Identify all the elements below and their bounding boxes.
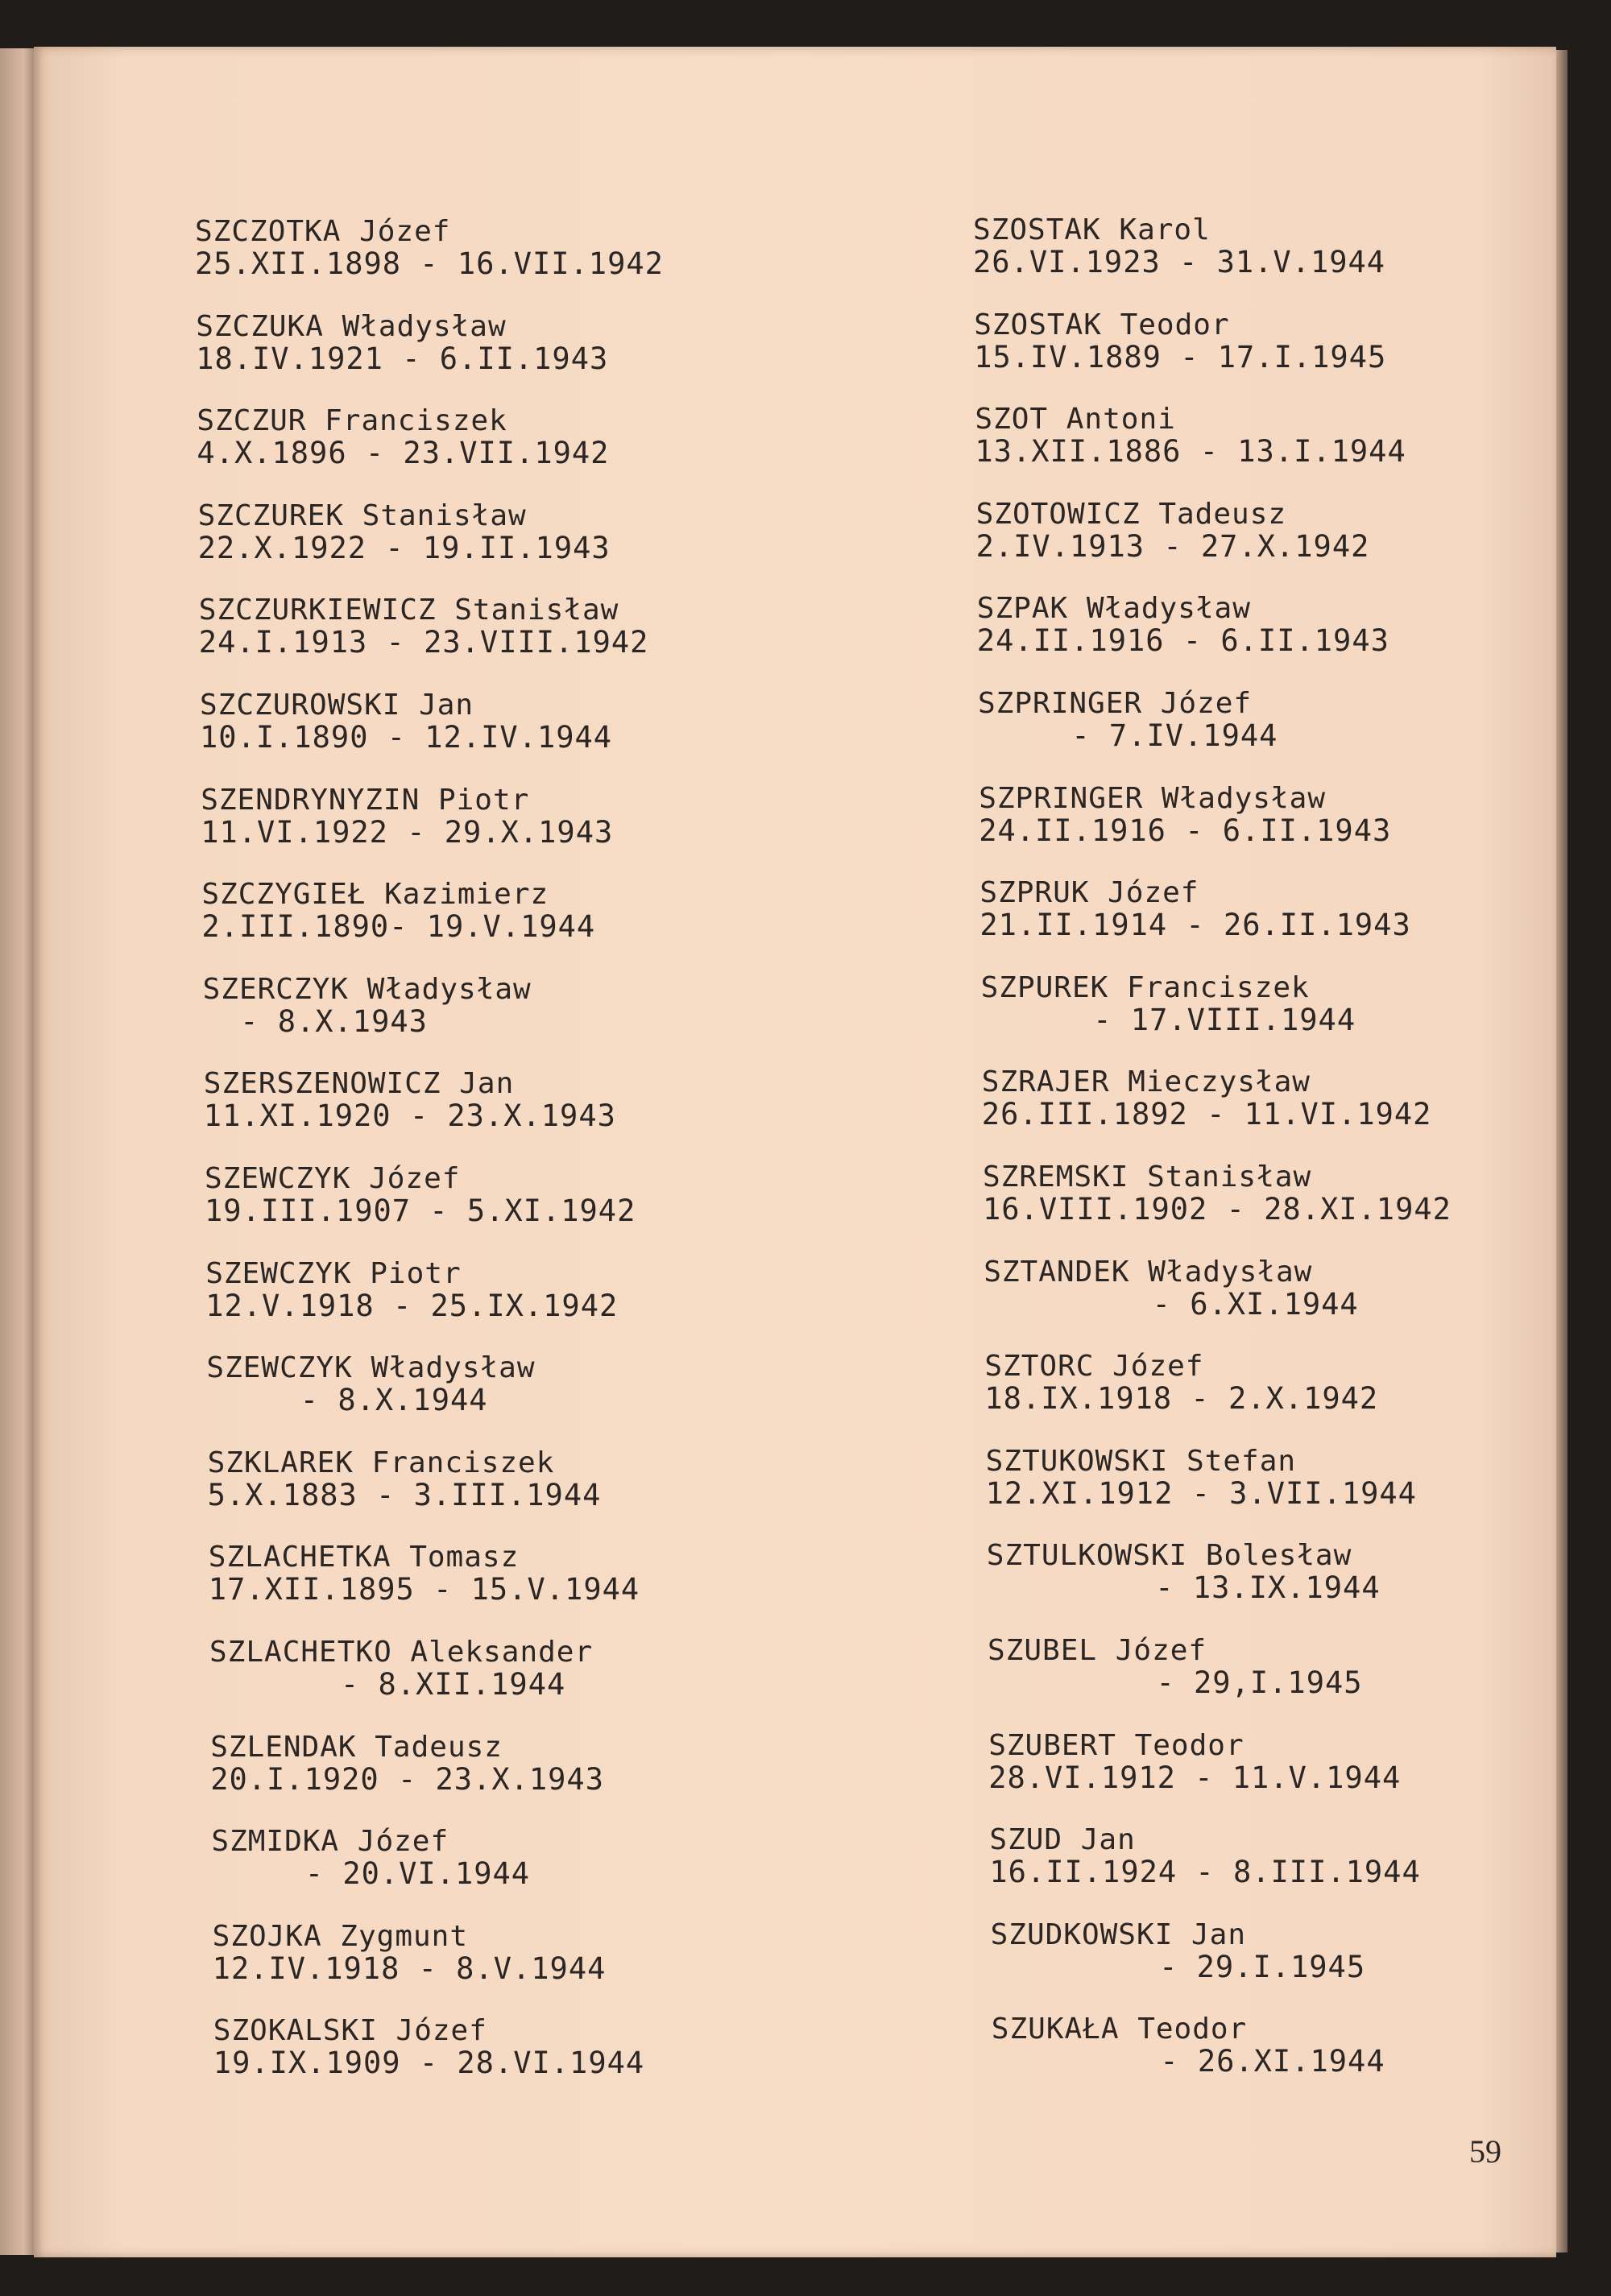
entry-name: SZUBERT Teodor xyxy=(988,1728,1244,1762)
entry-dates: - 8.X.1944 xyxy=(206,1383,488,1418)
entry-dates: 19.III.1907 - 5.XI.1942 xyxy=(205,1194,636,1228)
entry xyxy=(213,1921,607,1985)
entry-name: SZPUREK Franciszek xyxy=(980,970,1310,1004)
entry-name: SZLACHETKO Aleksander xyxy=(209,1636,594,1669)
entry-name: SZCZUROWSKI Jan xyxy=(200,689,474,722)
entry-dates: 26.VI.1923 - 31.V.1944 xyxy=(973,245,1386,279)
entry-name: SZLENDAK Tadeusz xyxy=(210,1730,503,1764)
page-number: 59 xyxy=(1469,2133,1501,2170)
entry-name: SZERCZYK Władysław xyxy=(202,972,532,1006)
entry xyxy=(210,1731,604,1796)
entry-dates: 24.II.1916 - 6.II.1943 xyxy=(979,813,1392,848)
entry-name: SZOSTAK Teodor xyxy=(974,308,1230,341)
entry xyxy=(977,593,1389,657)
entry xyxy=(201,879,595,943)
entry xyxy=(203,974,532,1038)
entry-name: SZPAK Władysław xyxy=(976,592,1251,626)
entry-dates: 24.I.1913 - 23.VIII.1942 xyxy=(198,625,649,660)
entry xyxy=(976,499,1370,563)
entry-name: SZRAJER Mieczysław xyxy=(981,1065,1311,1099)
entry-dates: 28.VI.1912 - 11.V.1944 xyxy=(988,1760,1402,1795)
entry-dates: 25.XII.1898 - 16.VII.1942 xyxy=(195,246,664,281)
entry xyxy=(211,1826,530,1890)
entry-dates: 26.III.1892 - 11.VI.1942 xyxy=(981,1097,1432,1132)
entry-dates: 20.I.1920 - 23.X.1943 xyxy=(210,1761,604,1797)
entry xyxy=(989,1824,1420,1889)
entry-name: SZPRINGER Władysław xyxy=(979,781,1326,815)
entry-dates: - 26.XI.1944 xyxy=(991,2044,1385,2079)
entry-name: SZKLAREK Franciszek xyxy=(207,1446,555,1479)
entry-name: SZPRUK Józef xyxy=(979,876,1199,910)
entry-name: SZEWCZYK Władysław xyxy=(206,1351,536,1385)
entry-name: SZCZUKA Władysław xyxy=(196,309,507,343)
entry-dates: 19.IX.1909 - 28.VI.1944 xyxy=(213,2046,645,2081)
entry-dates: - 17.VIII.1944 xyxy=(980,1002,1356,1037)
entry-dates: - 29.I.1945 xyxy=(990,1949,1366,1984)
entry-dates: 16.VIII.1902 - 28.XI.1942 xyxy=(983,1192,1452,1227)
entry-dates: 10.I.1890 - 12.IV.1944 xyxy=(200,720,613,755)
entry-name: SZLACHETKA Tomasz xyxy=(208,1541,520,1574)
entry-name: SZCZOTKA Józef xyxy=(195,215,451,248)
entry-dates: - 6.XI.1944 xyxy=(984,1286,1359,1322)
entry xyxy=(209,1541,640,1606)
entry-dates: - 8.X.1943 xyxy=(202,1003,428,1039)
entry-dates: - 20.VI.1944 xyxy=(211,1856,531,1892)
entry-dates: 18.IV.1921 - 6.II.1943 xyxy=(196,341,609,376)
entry-name: SZUKAŁA Teodor xyxy=(991,2013,1248,2046)
entry-name: SZERSZENOWICZ Jan xyxy=(203,1067,515,1101)
entry-dates: 17.XII.1895 - 15.V.1944 xyxy=(208,1572,640,1607)
entry xyxy=(204,1068,616,1132)
entry-dates: 16.II.1924 - 8.III.1944 xyxy=(989,1855,1421,1890)
entry-dates: - 8.XII.1944 xyxy=(209,1667,566,1702)
entry xyxy=(973,214,1385,279)
entry-dates: 11.XI.1920 - 23.X.1943 xyxy=(203,1098,616,1134)
entry-name: SZCZYGIEŁ Kazimierz xyxy=(201,878,549,912)
entry-dates: 22.X.1922 - 19.II.1943 xyxy=(197,530,611,565)
entry-name: SZCZUR Franciszek xyxy=(197,404,507,438)
entry xyxy=(213,2015,644,2079)
page xyxy=(34,47,1556,2257)
entry-name: SZOKALSKI Józef xyxy=(213,2014,487,2048)
entry xyxy=(206,1352,535,1417)
entry-name: SZUDKOWSKI Jan xyxy=(990,1917,1247,1951)
entry-name: SZREMSKI Stanisław xyxy=(983,1160,1312,1194)
entry-dates: 12.XI.1912 - 3.VII.1944 xyxy=(985,1475,1417,1511)
entry xyxy=(988,1730,1401,1794)
entry-dates: 12.IV.1918 - 8.V.1944 xyxy=(212,1951,607,1986)
entry xyxy=(199,594,649,659)
entry-dates: 4.X.1896 - 23.VII.1942 xyxy=(197,436,610,471)
entry-dates: 24.II.1916 - 6.II.1943 xyxy=(976,623,1389,659)
entry xyxy=(208,1447,602,1512)
entry-dates: 13.XII.1886 - 13.I.1944 xyxy=(975,434,1406,470)
entry xyxy=(978,688,1278,752)
entry-dates: 15.IV.1889 - 17.I.1945 xyxy=(974,339,1387,374)
entry xyxy=(984,1256,1359,1321)
entry-name: SZEWCZYK Piotr xyxy=(205,1256,462,1290)
entry-name: SZOT Antoni xyxy=(975,403,1176,436)
entry xyxy=(975,403,1406,468)
entry-dates: - 13.IX.1944 xyxy=(986,1570,1381,1606)
entry-name: SZCZUREK Stanisław xyxy=(197,499,527,532)
right-page-edge xyxy=(1556,50,1568,2253)
entry-name: SZTUKOWSKI Stefan xyxy=(985,1444,1297,1478)
entry xyxy=(979,877,1410,941)
entry xyxy=(992,2013,1385,2078)
left-page-edge xyxy=(0,48,34,2255)
entry xyxy=(197,405,609,470)
entry-dates: 2.III.1890- 19.V.1944 xyxy=(201,909,596,945)
entry-dates: 18.IX.1918 - 2.X.1942 xyxy=(984,1381,1379,1417)
entry-dates: 12.V.1918 - 25.IX.1942 xyxy=(205,1288,619,1323)
entry xyxy=(984,1351,1378,1415)
entry xyxy=(198,500,611,565)
entry-name: SZENDRYNYZIN Piotr xyxy=(201,783,530,817)
entry-name: SZTORC Józef xyxy=(984,1350,1204,1384)
entry-name: SZOTOWICZ Tadeusz xyxy=(975,497,1287,531)
entry xyxy=(974,309,1386,374)
entry-dates: - 29,I.1945 xyxy=(988,1665,1363,1700)
entry xyxy=(195,216,664,280)
entry xyxy=(209,1636,593,1701)
entry xyxy=(988,1635,1363,1699)
entry-dates: 5.X.1883 - 3.III.1944 xyxy=(207,1477,602,1512)
entry xyxy=(205,1258,618,1322)
entry-name: SZUD Jan xyxy=(989,1823,1136,1857)
entry-name: SZEWCZYK Józef xyxy=(205,1162,461,1195)
entry-name: SZMIDKA Józef xyxy=(211,1825,449,1859)
entry xyxy=(196,311,608,375)
entry-dates: 11.VI.1922 - 29.X.1943 xyxy=(201,814,614,850)
entry-dates: 2.IV.1913 - 27.X.1942 xyxy=(975,528,1370,564)
entry-name: SZOSTAK Karol xyxy=(973,213,1211,246)
entry xyxy=(986,1446,1417,1510)
entry-name: SZPRINGER Józef xyxy=(978,687,1253,720)
entry xyxy=(982,1066,1432,1131)
entry xyxy=(983,1161,1452,1226)
entry xyxy=(981,972,1356,1036)
entry xyxy=(979,783,1391,847)
entry-dates: 21.II.1914 - 26.II.1943 xyxy=(979,908,1411,943)
entry-name: SZTANDEK Władysław xyxy=(984,1255,1313,1289)
entry xyxy=(201,784,613,849)
entry-name: SZOJKA Zygmunt xyxy=(212,1919,469,1953)
entry xyxy=(991,1919,1366,1984)
entry xyxy=(200,689,612,754)
entry xyxy=(987,1540,1381,1604)
entry xyxy=(205,1163,636,1227)
entry-dates: - 7.IV.1944 xyxy=(978,718,1278,753)
entry-name: SZTULKOWSKI Bolesław xyxy=(986,1539,1352,1573)
entry-name: SZUBEL Józef xyxy=(988,1634,1207,1667)
entry-name: SZCZURKIEWICZ Stanisław xyxy=(198,594,619,627)
